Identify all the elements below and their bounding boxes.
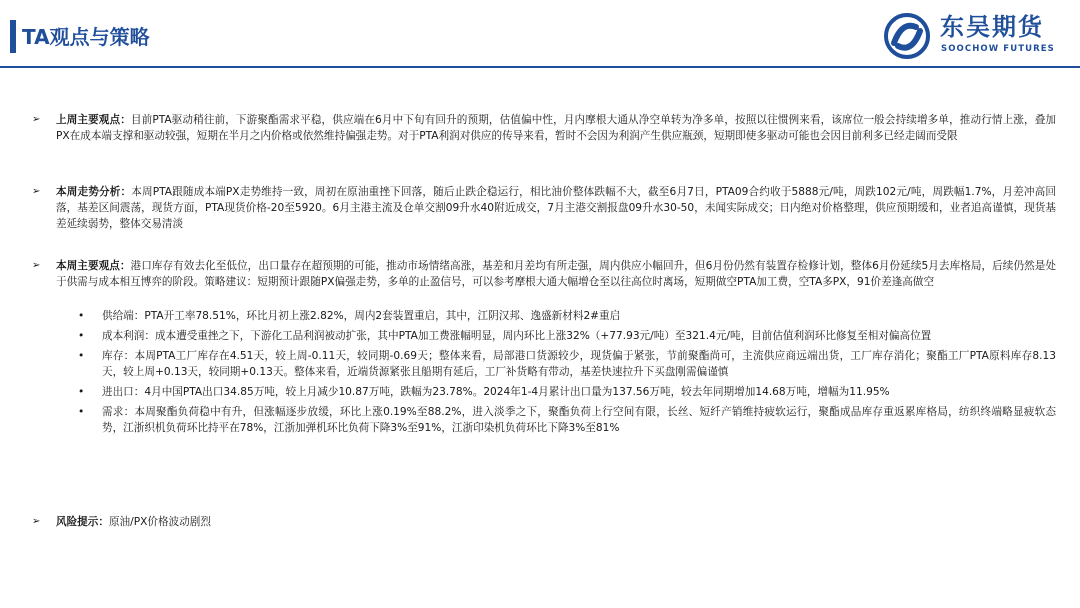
bullet-dot-icon: • [78,310,85,322]
bullet-dot-icon: • [78,406,85,418]
slide-header [0,0,1080,72]
sub-point-inventory [78,348,1056,380]
section-text: 原油/PX价格波动剧烈 [108,516,211,528]
bullet-dot-icon: • [78,350,85,362]
section-label: 上周主要观点： [56,114,131,126]
sub-point-text: 进出口：4月中国PTA出口34.85万吨，较上月减少10.87万吨，跌幅为23.78%。2024年1-4月累计出口量为137.56万吨，较去年同期增加14.68万吨，增幅为11.95% [102,386,890,398]
sub-point-text: 库存：本周PTA工厂库存在4.51天，较上周-0.11天，较同期-0.69天；整体来看，局部港口货源较少，现货偏于紧张，节前聚酯尚可，主流供应商远端出货，工厂库存消化；聚酯工厂PTA原料库存8.13天，较上周+0.13天，较同期+0.13天。整体来看，近端货源紧张且船期有延后，工厂补货略有带动，基差快速拉升下买盘刚需偏谨慎 [102,350,1056,378]
section-weekly-trend [32,184,1056,232]
arrow-bullet-icon: ➢ [32,260,41,271]
section-label: 本周主要观点： [56,260,131,272]
section-body [56,514,1056,530]
section-risk-warning [32,514,1056,530]
logo-chinese-name: 东吴期货 [940,13,1044,41]
section-body [56,112,1056,144]
sub-point-list [78,308,1056,436]
sub-point-demand [78,404,1056,436]
sub-point-supply [78,308,1056,324]
header-divider [0,66,1080,68]
section-this-week-view [32,258,1056,290]
company-logo [884,11,1074,59]
logo-english-name: SOOCHOW FUTURES [941,44,1055,54]
section-last-week-view [32,112,1056,144]
section-body [56,258,1056,290]
section-text: 目前PTA驱动稍往前，下游聚酯需求平稳，供应端在6月中下旬有回升的预期，估值偏中性，月内摩根大通从净空单转为净多单，按照以往惯例来看，该席位一般会持续增多单，推动行情上涨，叠加PX在成本端支撑和驱动较强，短期在半月之内价格或依然维持偏强走势。对于PTA利润对供应的传导来看，暂时不会因为利润产生供应瓶颈，短期即使多驱动可能也会因目前利多已经走阔而受限 [56,114,1056,142]
section-label: 风险提示： [56,516,109,528]
sub-point-text: 需求：本周聚酯负荷稳中有升，但涨幅逐步放缓，环比上涨0.19%至88.2%，进入淡季之下，聚酯负荷上行空间有限，长丝、短纤产销维持疲软运行，聚酯成品库存重返累库格局，纺织终端略显疲软态势，江浙织机负荷环比持平在78%，江浙加弹机环比负荷下降3%至91%，江浙印染机负荷环比下降3%至81% [102,406,1056,434]
sub-point-import-export [78,384,1056,400]
sub-point-text: 供给端：PTA开工率78.51%，环比月初上涨2.82%，周内2套装置重启，其中，江阴汉邦、逸盛新材料2#重启 [102,310,621,322]
slide-title: TA观点与策略 [22,25,150,49]
arrow-bullet-icon: ➢ [32,114,41,125]
section-body [56,184,1056,232]
arrow-bullet-icon: ➢ [32,516,41,527]
sub-point-cost-profit [78,328,1056,344]
section-label: 本周走势分析： [56,186,132,198]
sub-point-text: 成本利润：成本遭受重挫之下，下游化工品利润被动扩张，其中PTA加工费涨幅明显，周内环比上涨32%（+77.93元/吨）至321.4元/吨，目前估值利润环比修复至相对偏高位置 [102,330,932,342]
arrow-bullet-icon: ➢ [32,186,41,197]
soochow-logo-icon [884,13,930,59]
section-text: 本周PTA跟随成本端PX走势维持一致，周初在原油重挫下回落，随后止跌企稳运行，相比油价整体跌幅不大，截至6月7日，PTA09合约收于5888元/吨，周跌102元/吨，周跌幅1.7%，月差冲高回落，基差区间震荡，现货方面，PTA现货价格-20至5920。6月主港主流及仓单交割09升水40附近成交，7月主港交割报盘09升水30-50，未闻实际成交；日内绝对价格整理，供应预期缓和，业者追高谨慎，现货基差延续弱势，整体交易清淡 [56,186,1057,230]
section-text: 港口库存有效去化至低位，出口量存在超预期的可能，推动市场情绪高涨，基差和月差均有所走强，周内供应小幅回升，但6月份仍然有装置存检修计划，整体6月份延续5月去库格局，后续仍然是处于供需与成本相互博弈的阶段。策略建议：短期预计跟随PX偏强走势，多单的止盈信号，可以参考摩根大通大幅增仓至以往高位时离场，短期做空PTA加工费，空TA多PX，91价差逢高做空 [56,260,1057,288]
bullet-dot-icon: • [78,330,85,342]
title-accent-bar [10,20,16,53]
bullet-dot-icon: • [78,386,85,398]
